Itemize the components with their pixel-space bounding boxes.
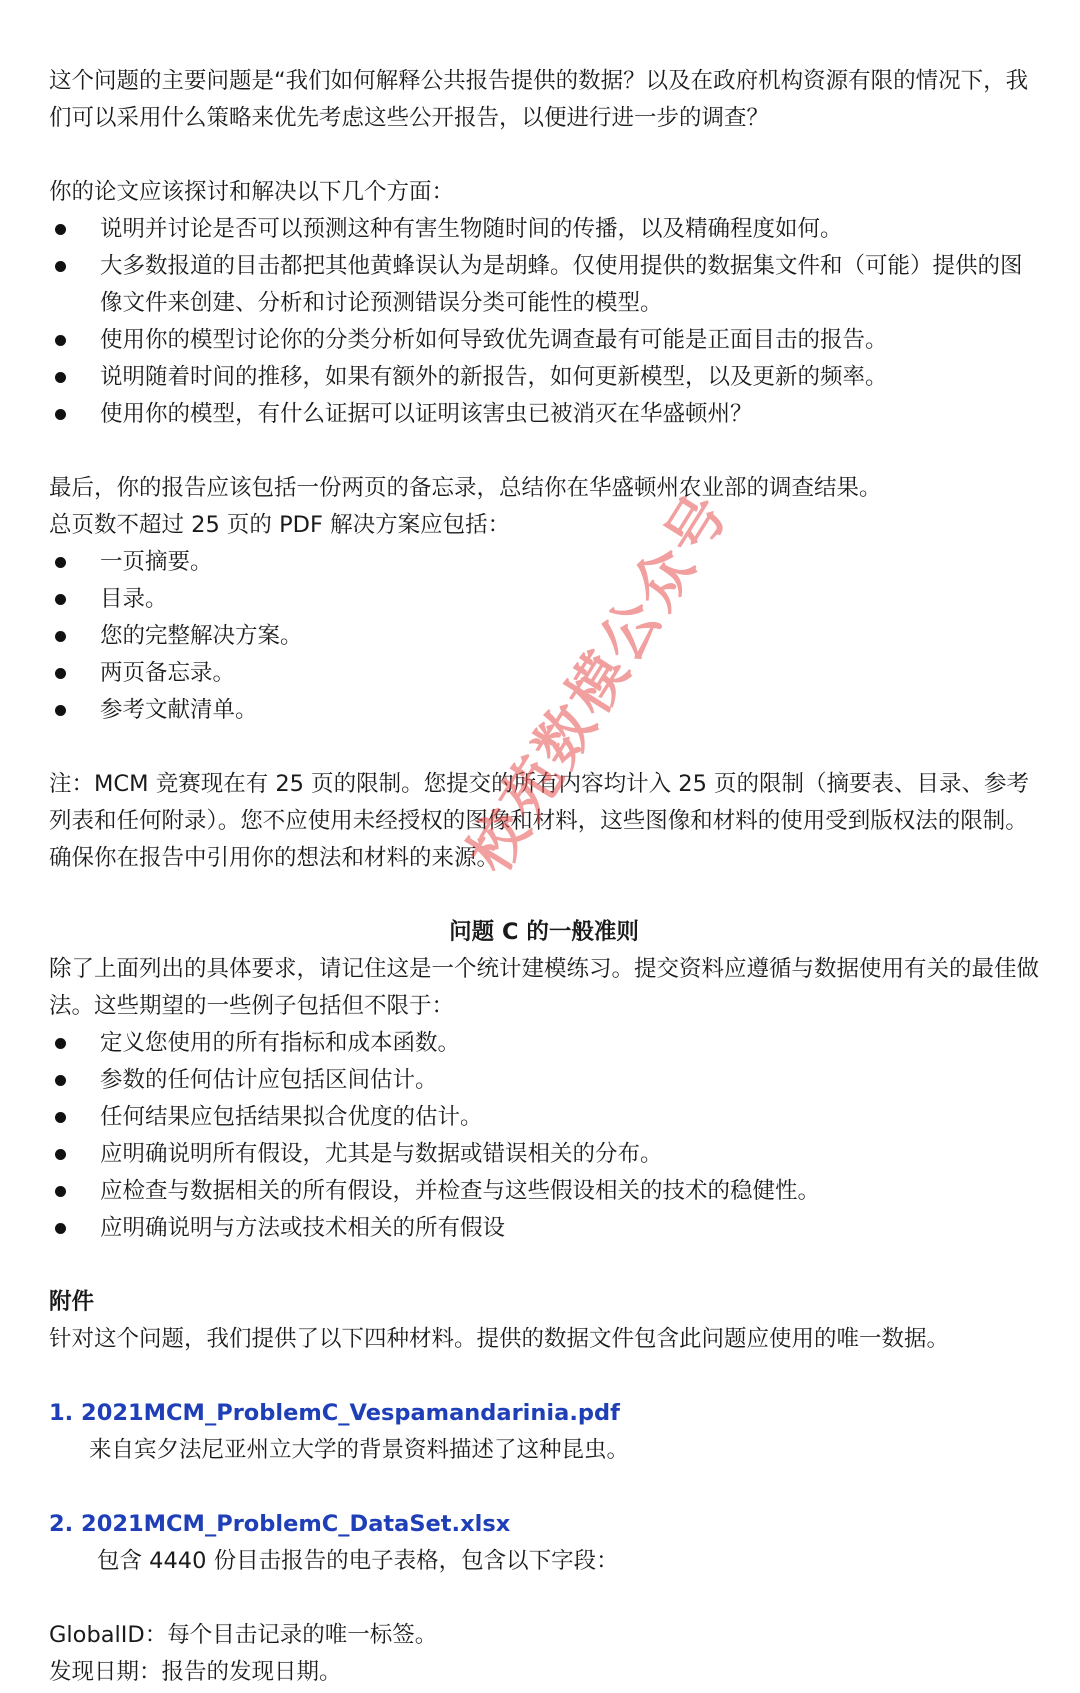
guidelines-lead: 除了上面列出的具体要求，请记住这是一个统计建模练习。提交资料应遵循与数据使用有关的最佳做法。这些期望的一些例子包括但不限于： (49, 956, 1040, 1019)
note-paragraph: 注：MCM 竞赛现在有 25 页的限制。您提交的所有内容均计入 25 页的限制（摘要表、目录、参考列表和任何附录）。您不应使用未经授权的图像和材料，这些图像和材料的使用受到版权法的限制。确保你在报告中引用你的想法和材料的来源。 (49, 771, 1030, 871)
attachments-heading: 附件 (49, 1289, 95, 1315)
list-item: 一页摘要。 (49, 544, 1039, 581)
bullet-icon (55, 224, 66, 235)
bullet-icon (55, 372, 66, 383)
list-item: 两页备忘录。 (49, 655, 1039, 692)
bullet-icon (55, 1038, 66, 1049)
list-item: 定义您使用的所有指标和成本函数。 (49, 1025, 1039, 1062)
bullet-icon (55, 335, 66, 346)
list-item: 说明并讨论是否可以预测这种有害生物随时间的传播，以及精确程度如何。 (49, 211, 1039, 248)
aspects-list (49, 211, 1039, 433)
list-item: 使用你的模型，有什么证据可以证明该害虫已被消灭在华盛顿州？ (49, 396, 1039, 433)
field-detection-date: 发现日期：报告的发现日期。 (49, 1659, 342, 1685)
bullet-icon (55, 594, 66, 605)
list-item: 大多数报道的目击都把其他黄蜂误认为是胡蜂。仅使用提供的数据集文件和（可能）提供的图像文件来创建、分析和讨论预测错误分类可能性的模型。 (49, 248, 1039, 322)
bullet-icon (55, 557, 66, 568)
list-item: 目录。 (49, 581, 1039, 618)
list-item: 您的完整解决方案。 (49, 618, 1039, 655)
list-item: 任何结果应包括结果拟合优度的估计。 (49, 1099, 1039, 1136)
bullet-icon (55, 1149, 66, 1160)
bullet-icon (55, 631, 66, 642)
bullet-icon (55, 409, 66, 420)
field-globalid: GlobalID：每个目击记录的唯一标签。 (49, 1622, 438, 1648)
bullet-icon (55, 1112, 66, 1123)
list-item: 参数的任何估计应包括区间估计。 (49, 1062, 1039, 1099)
bullet-icon (55, 261, 66, 272)
pdf-lead: 总页数不超过 25 页的 PDF 解决方案应包括： (49, 512, 511, 538)
list-item: 应检查与数据相关的所有假设，并检查与这些假设相关的技术的稳健性。 (49, 1173, 1039, 1210)
document-page (49, 63, 1039, 1691)
memo-paragraph: 最后，你的报告应该包括一份两页的备忘录，总结你在华盛顿州农业部的调查结果。 (49, 475, 882, 501)
bullet-icon (55, 1186, 66, 1197)
guidelines-title: 问题 C 的一般准则 (449, 919, 639, 945)
intro-paragraph: 这个问题的主要问题是“我们如何解释公共报告提供的数据？以及在政府机构资源有限的情况下，我们可以采用什么策略来优先考虑这些公开报告，以便进行进一步的调查？ (49, 68, 1029, 131)
list-item: 使用你的模型讨论你的分类分析如何导致优先调查最有可能是正面目击的报告。 (49, 322, 1039, 359)
attachments-lead: 针对这个问题，我们提供了以下四种材料。提供的数据文件包含此问题应使用的唯一数据。 (49, 1326, 950, 1352)
attachment-desc-pdf: 来自宾夕法尼亚州立大学的背景资料描述了这种昆虫。 (89, 1437, 630, 1463)
attachment-link-xlsx[interactable]: 2. 2021MCM_ProblemC_DataSet.xlsx (49, 1511, 511, 1537)
list-item: 应明确说明所有假设，尤其是与数据或错误相关的分布。 (49, 1136, 1039, 1173)
list-item: 说明随着时间的推移，如果有额外的新报告，如何更新模型，以及更新的频率。 (49, 359, 1039, 396)
bullet-icon (55, 705, 66, 716)
pdf-contents-list (49, 544, 1039, 729)
aspects-lead: 你的论文应该探讨和解决以下几个方面： (49, 179, 455, 205)
list-item: 参考文献清单。 (49, 692, 1039, 729)
guidelines-list (49, 1025, 1039, 1247)
watermark-stamp: 校苑数模公众号 (454, 479, 743, 884)
bullet-icon (55, 1075, 66, 1086)
bullet-icon (55, 1223, 66, 1234)
list-item: 应明确说明与方法或技术相关的所有假设 (49, 1210, 1039, 1247)
attachment-link-pdf[interactable]: 1. 2021MCM_ProblemC_Vespamandarinia.pdf (49, 1400, 620, 1426)
attachment-desc-xlsx: 包含 4440 份目击报告的电子表格，包含以下字段： (97, 1548, 619, 1574)
bullet-icon (55, 668, 66, 679)
